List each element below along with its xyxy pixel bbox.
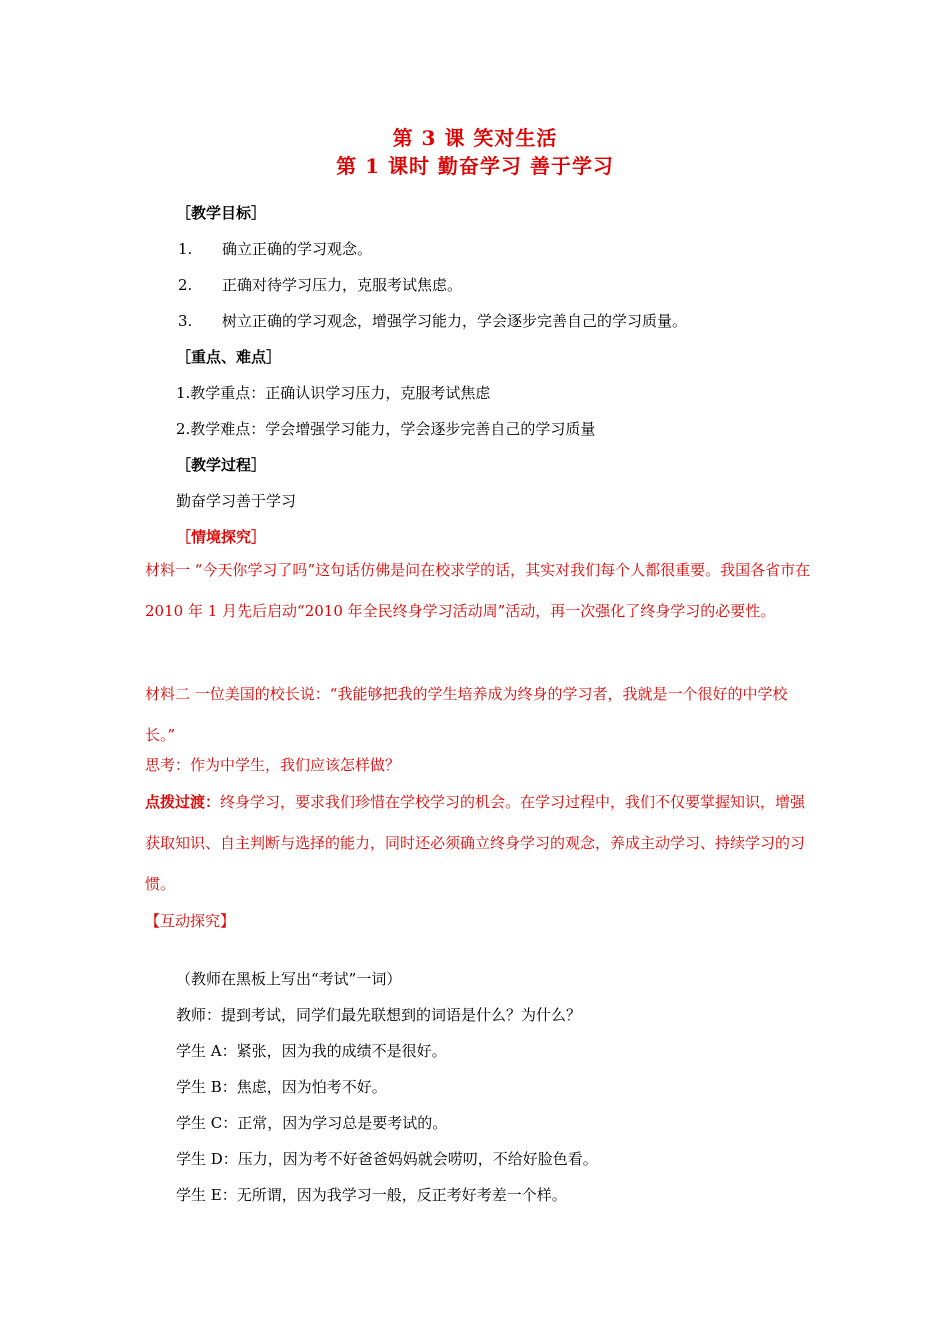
situation-heading: ［情境探究］ xyxy=(176,528,267,546)
transition-paragraph xyxy=(145,782,817,905)
process-heading: ［教学过程］ xyxy=(176,456,267,474)
dialogue-line: （教师在黑板上写出“考试”一词） xyxy=(176,970,402,988)
dialogue-line: 学生 E：无所谓，因为我学习一般，反正考好考差一个样。 xyxy=(176,1186,567,1204)
keypoint-item: 2.教学难点：学会增强学习能力，学会逐步完善自己的学习质量 xyxy=(176,420,596,438)
transition-text: 终身学习，要求我们珍惜在学校学习的机会。在学习过程中，我们不仅要掌握知识，增强获取知识、自主判断与选择的能力，同时还必须确立终身学习的观念，养成主动学习、持续学习的习惯。 xyxy=(145,793,806,893)
think-question: 思考：作为中学生，我们应该怎样做？ xyxy=(145,756,401,774)
interactive-heading: 【互动探究】 xyxy=(145,912,236,930)
objective-number: 3. xyxy=(178,312,193,330)
dialogue-line: 学生 B：焦虑，因为怕考不好。 xyxy=(176,1078,387,1096)
process-subtitle: 勤奋学习善于学习 xyxy=(176,492,297,510)
objective-number: 1. xyxy=(178,240,193,258)
objective-number: 2. xyxy=(178,276,193,294)
keypoint-item: 1.教学重点：正确认识学习压力，克服考试焦虑 xyxy=(176,384,491,402)
keypoints-heading: ［重点、难点］ xyxy=(176,348,282,366)
material-two: 材料二 一位美国的校长说：“我能够把我的学生培养成为终身的学习者，我就是一个很好的中学校长。” xyxy=(145,685,788,744)
transition-label: 点拨过渡： xyxy=(145,793,221,811)
dialogue-line: 学生 C：正常，因为学习总是要考试的。 xyxy=(176,1114,448,1132)
objective-text: 确立正确的学习观念。 xyxy=(222,240,373,258)
objectives-heading: ［教学目标］ xyxy=(176,204,267,222)
dialogue-line: 学生 D：压力，因为考不好爸爸妈妈就会唠叨，不给好脸色看。 xyxy=(176,1150,598,1168)
dialogue-line: 教师：提到考试，同学们最先联想到的词语是什么？为什么？ xyxy=(176,1006,582,1024)
objective-text: 树立正确的学习观念，增强学习能力，学会逐步完善自己的学习质量。 xyxy=(222,312,688,330)
objective-item xyxy=(178,238,372,259)
objective-item xyxy=(178,310,687,331)
dialogue-line: 学生 A：紧张，因为我的成绩不是很好。 xyxy=(176,1042,447,1060)
lesson-title: 第 3 课 笑对生活 xyxy=(392,126,558,150)
material-one: 材料一 “今天你学习了吗”这句话仿佛是问在校求学的话，其实对我们每个人都很重要。我国各省市在 2010 年 1 月先后启动“2010 年全民终身学习活动周”活动，再一次强化了终身学习的必要性。 xyxy=(145,561,811,620)
objective-item xyxy=(178,274,462,295)
objective-text: 正确对待学习压力，克服考试焦虑。 xyxy=(222,276,463,294)
lesson-subtitle: 第 1 课时 勤奋学习 善于学习 xyxy=(336,154,614,178)
